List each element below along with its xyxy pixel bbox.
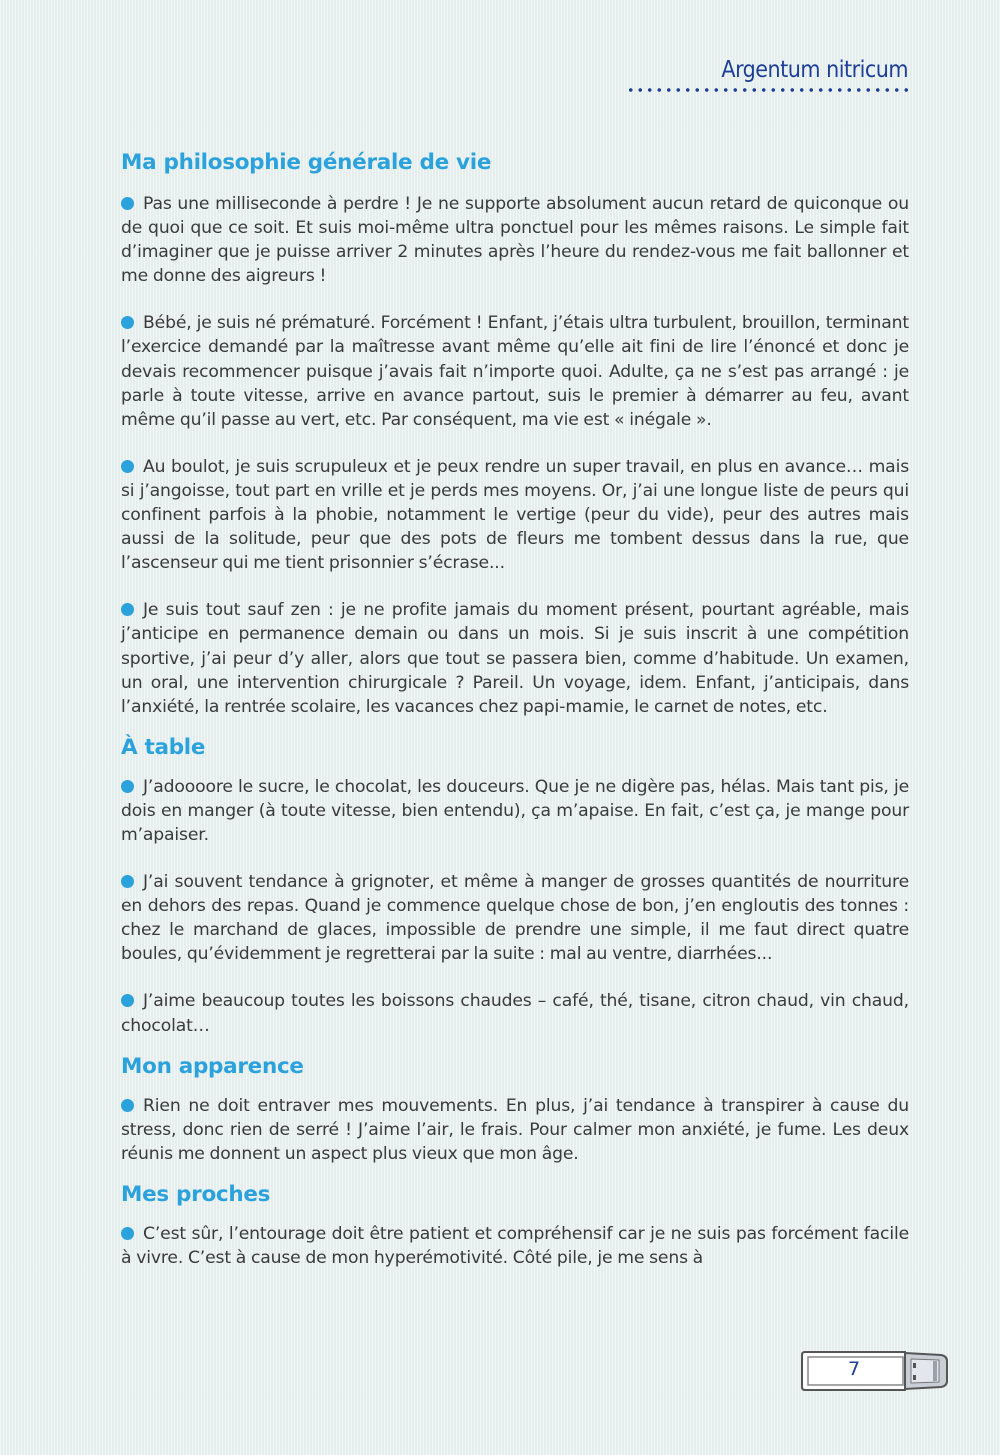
page-number-tab [801, 1349, 949, 1393]
paragraph: C’est sûr, l’entourage doit être patient et compréhensif car je ne suis pas forcément facile à vivre. C’est à cause de mon hyperémotivité. Côté pile, je me sens à [121, 1223, 909, 1268]
section-heading-mes-proches: Mes proches [121, 1181, 271, 1207]
bullet-icon [121, 994, 134, 1007]
bullet-icon [121, 780, 134, 793]
paragraph: Pas une milliseconde à perdre ! Je ne supporte absolument aucun retard de quiconque ou de quoi que ce soit. Et suis moi-même ultra ponctuel pour les mêmes raisons. Le simple fait d’imaginer que je puisse arriver 2 minutes après l’heure du rendez-vous me fait ballonner et me donne des aigreurs ! [121, 194, 909, 287]
paragraph: Bébé, je suis né prématuré. Forcément ! Enfant, j’étais ultra turbulent, brouillon, terminant l’exercice demandé par la maîtresse avant même qu’elle ait fini de lire l’énoncé et donc je devais recommencer puisque j’avais fait n’importe quoi. Adulte, ça ne s’est pas arrangé : je parle à toute vitesse, arrive en avance partout, suis le premier à démarrer au feu, avant même qu’il passe au vert, etc. Par conséquent, ma vie est « inégale ». [121, 313, 909, 430]
header-title: Argentum nitricum [721, 57, 908, 83]
bullet-icon [121, 197, 134, 210]
page-number: 7 [847, 1358, 861, 1380]
section-heading-mon-apparence: Mon apparence [121, 1053, 304, 1079]
header-dotted-rule [626, 86, 908, 94]
paragraph: J’ai souvent tendance à grignoter, et même à manger de grosses quantités de nourriture en dehors des repas. Quand je commence quelque chose de bon, j’en engloutis des tonnes : chez le marchand de glaces, impossible de prendre une simple, il me faut direct quatre boules, qu’évidemment je regretterai par la suite : mal au ventre, diarrhées... [121, 872, 909, 965]
paragraph: J’adoooore le sucre, le chocolat, les douceurs. Que je ne digère pas, hélas. Mais tant pis, je dois en manger (à toute vitesse, bien entendu), ça m’apaise. En fait, c’est ça, je mange pour m’apaiser. [121, 776, 909, 845]
paragraph: Je suis tout sauf zen : je ne profite jamais du moment présent, pourtant agréable, mais j’anticipe en permanence demain ou dans un mois. Si je suis inscrit à une compétition sportive, j’ai peur d’y aller, alors que tout se passera bien, comme d’habitude. Un examen, un oral, une intervention chirurgicale ? Pareil. Un voyage, idem. Enfant, j’anticipais, dans l’anxiété, la rentrée scolaire, les vacances chez papi-mamie, le carnet de notes, etc. [121, 600, 909, 717]
bullet-icon [121, 316, 134, 329]
main-content [121, 146, 909, 1293]
bullet-icon [121, 603, 134, 616]
section-heading-philosophie: Ma philosophie générale de vie [121, 150, 492, 175]
bullet-icon [121, 1099, 134, 1112]
paragraph: Rien ne doit entraver mes mouvements. En plus, j’ai tendance à transpirer à cause du stress, donc rien de serré ! J’aime l’air, le frais. Pour calmer mon anxiété, je fume. Les deux réunis me donnent un aspect plus vieux que mon âge. [121, 1095, 909, 1164]
running-header [626, 56, 908, 94]
bullet-icon [121, 460, 134, 473]
section-heading-a-table: À table [121, 734, 206, 760]
paragraph: J’aime beaucoup toutes les boissons chaudes – café, thé, tisane, citron chaud, vin chaud, chocolat… [121, 991, 909, 1036]
bullet-icon [121, 875, 134, 888]
paragraph: Au boulot, je suis scrupuleux et je peux rendre un super travail, en plus en avance… mais si j’angoisse, tout part en vrille et je perds mes moyens. Or, j’ai une longue liste de peurs qui confinent parfois à la phobie, notamment le vertige (peur du vide), peur des autres mais aussi de la solitude, peur que des pots de fleurs me tombent dessus dans la rue, que l’ascenseur qui me tient prisonnier s’écrase... [121, 456, 909, 574]
bullet-icon [121, 1227, 134, 1240]
